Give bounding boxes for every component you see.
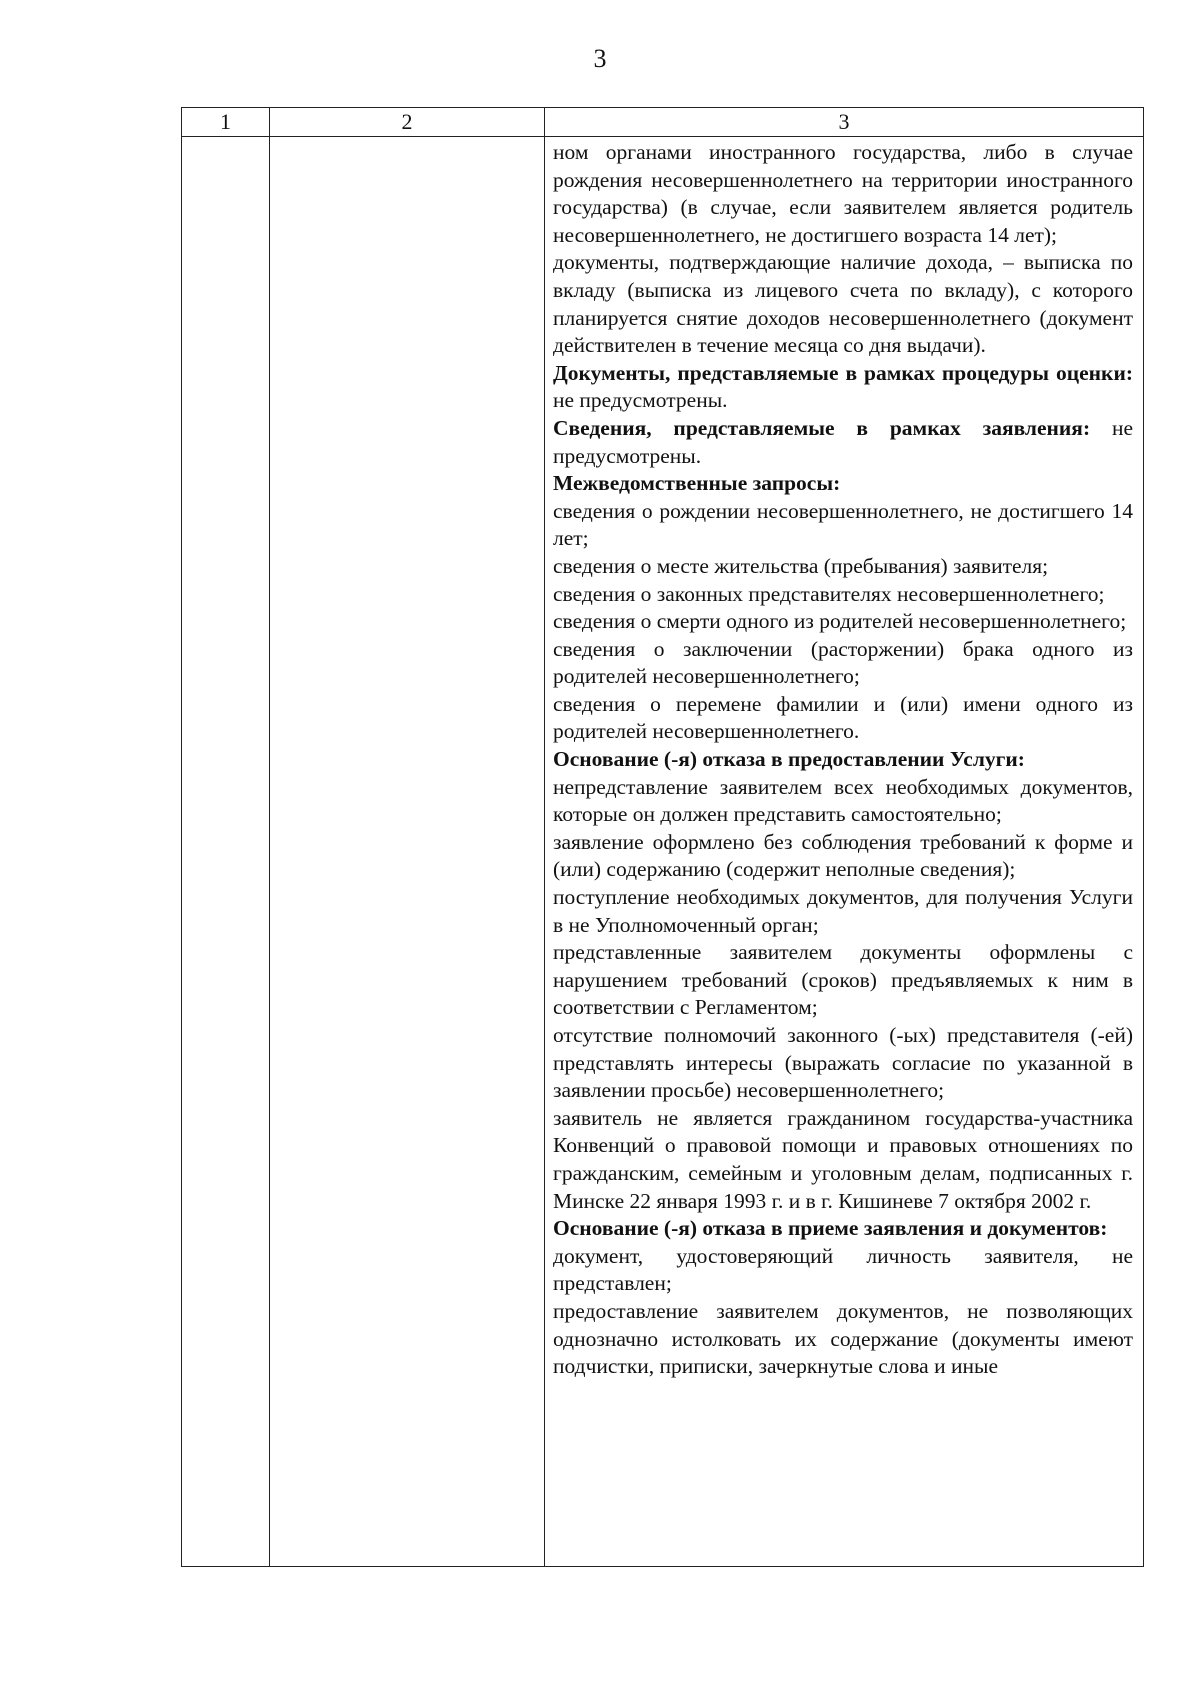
content-paragraph bbox=[553, 774, 1133, 829]
content-paragraph bbox=[553, 691, 1133, 746]
content-paragraph bbox=[553, 249, 1133, 359]
paragraph-text: не предусмотрены. bbox=[553, 415, 1133, 468]
paragraph-text: сведения о перемене фамилии и (или) имени одного из родителей несовершеннолетнего. bbox=[553, 691, 1133, 744]
column-3-cell bbox=[545, 137, 1144, 1567]
column-2-cell bbox=[270, 137, 545, 1567]
content-paragraph bbox=[553, 1298, 1133, 1381]
content-paragraph bbox=[553, 470, 1133, 498]
content-paragraph bbox=[553, 360, 1133, 415]
content-paragraph bbox=[553, 1105, 1133, 1215]
content-paragraph bbox=[553, 829, 1133, 884]
page-number: 3 bbox=[593, 44, 607, 73]
paragraph-text: сведения о законных представителях несовершеннолетнего; bbox=[553, 581, 1105, 606]
paragraph-heading: Межведомственные запросы: bbox=[553, 471, 841, 496]
content-paragraph bbox=[553, 498, 1133, 553]
paragraph-text: сведения о заключении (расторжении) брака одного из родителей несовершеннолетнего; bbox=[553, 636, 1133, 689]
content-paragraph bbox=[553, 636, 1133, 691]
column-header-2: 2 bbox=[270, 108, 545, 137]
paragraph-text: поступление необходимых документов, для получения Услуги в не Уполномоченный орган; bbox=[553, 885, 1133, 937]
content-paragraph bbox=[553, 415, 1133, 470]
paragraph-heading: Сведения, представляемые в рамках заявления: bbox=[553, 415, 1091, 440]
paragraph-text: документ, удостоверяющий личность заявителя, не представлен; bbox=[553, 1243, 1133, 1296]
paragraph-heading: Документы, представляемые в рамках процедуры оценки: bbox=[553, 360, 1133, 385]
content-paragraph bbox=[553, 581, 1133, 609]
paragraph-text: документы, подтверждающие наличие дохода, – выписка по вкладу (выписка из лицевого счета по вкладу), с которого планируется снятие доходов несовершеннолетнего (документ действителен в течение месяца со дня выдачи). bbox=[553, 250, 1133, 358]
paragraph-text: отсутствие полномочий законного (-ых) представителя (-ей) представлять интересы (выражать согласие по указанной в заявлении просьбе) несовершеннолетнего; bbox=[553, 1023, 1133, 1103]
paragraph-text: непредставление заявителем всех необходимых документов, которые он должен представить самостоятельно; bbox=[553, 774, 1133, 827]
paragraph-text: заявитель не является гражданином государства-участника Конвенций о правовой помощи и правовых отношениях по гражданским, семейным и уголовным делам, подписанных г. Минске 22 января 1993 г. и в г. Кишиневе 7 октября 2002 г. bbox=[553, 1105, 1133, 1213]
paragraph-text: ном органами иностранного государства, либо в случае рождения несовершеннолетнего на территории иностранного государства) (в случае, если заявителем является родитель несовершеннолетнего, не достигшего возраста 14 лет); bbox=[553, 140, 1133, 247]
paragraph-text: представленные заявителем документы оформлены с нарушением требований (сроков) предъявляемых к ним в соответствии с Регламентом; bbox=[553, 940, 1133, 1020]
column-header-1: 1 bbox=[182, 108, 270, 137]
column-1-cell bbox=[182, 137, 270, 1567]
paragraph-text: не предусмотрены. bbox=[553, 388, 728, 413]
paragraph-text: заявление оформлено без соблюдения требований к форме и (или) содержанию (содержит неполные сведения); bbox=[553, 829, 1133, 882]
document-table bbox=[181, 107, 1144, 1567]
paragraph-heading: Основание (-я) отказа в приеме заявления и документов: bbox=[553, 1216, 1108, 1241]
content-paragraph bbox=[553, 139, 1133, 249]
content-paragraph bbox=[553, 939, 1133, 1022]
content-paragraph bbox=[553, 1243, 1133, 1298]
content-paragraph bbox=[553, 1215, 1133, 1243]
content-paragraph bbox=[553, 1022, 1133, 1105]
column-header-3: 3 bbox=[545, 108, 1144, 137]
column-3-content bbox=[545, 137, 1143, 1381]
paragraph-text: сведения о рождении несовершеннолетнего, не достигшего 14 лет; bbox=[553, 498, 1133, 551]
paragraph-text: предоставление заявителем документов, не позволяющих однозначно истолковать их содержание (документы имеют подчистки, приписки, зачеркнутые слова и иные bbox=[553, 1298, 1133, 1379]
paragraph-heading: Основание (-я) отказа в предоставлении Услуги: bbox=[553, 747, 1025, 772]
paragraph-text: сведения о месте жительства (пребывания) заявителя; bbox=[553, 553, 1049, 578]
content-paragraph bbox=[553, 608, 1133, 636]
paragraph-text: сведения о смерти одного из родителей несовершеннолетнего; bbox=[553, 609, 1127, 634]
content-paragraph bbox=[553, 884, 1133, 939]
table-row bbox=[182, 137, 1144, 1567]
table-header-row bbox=[182, 108, 1144, 137]
content-paragraph bbox=[553, 746, 1133, 774]
content-paragraph bbox=[553, 553, 1133, 581]
